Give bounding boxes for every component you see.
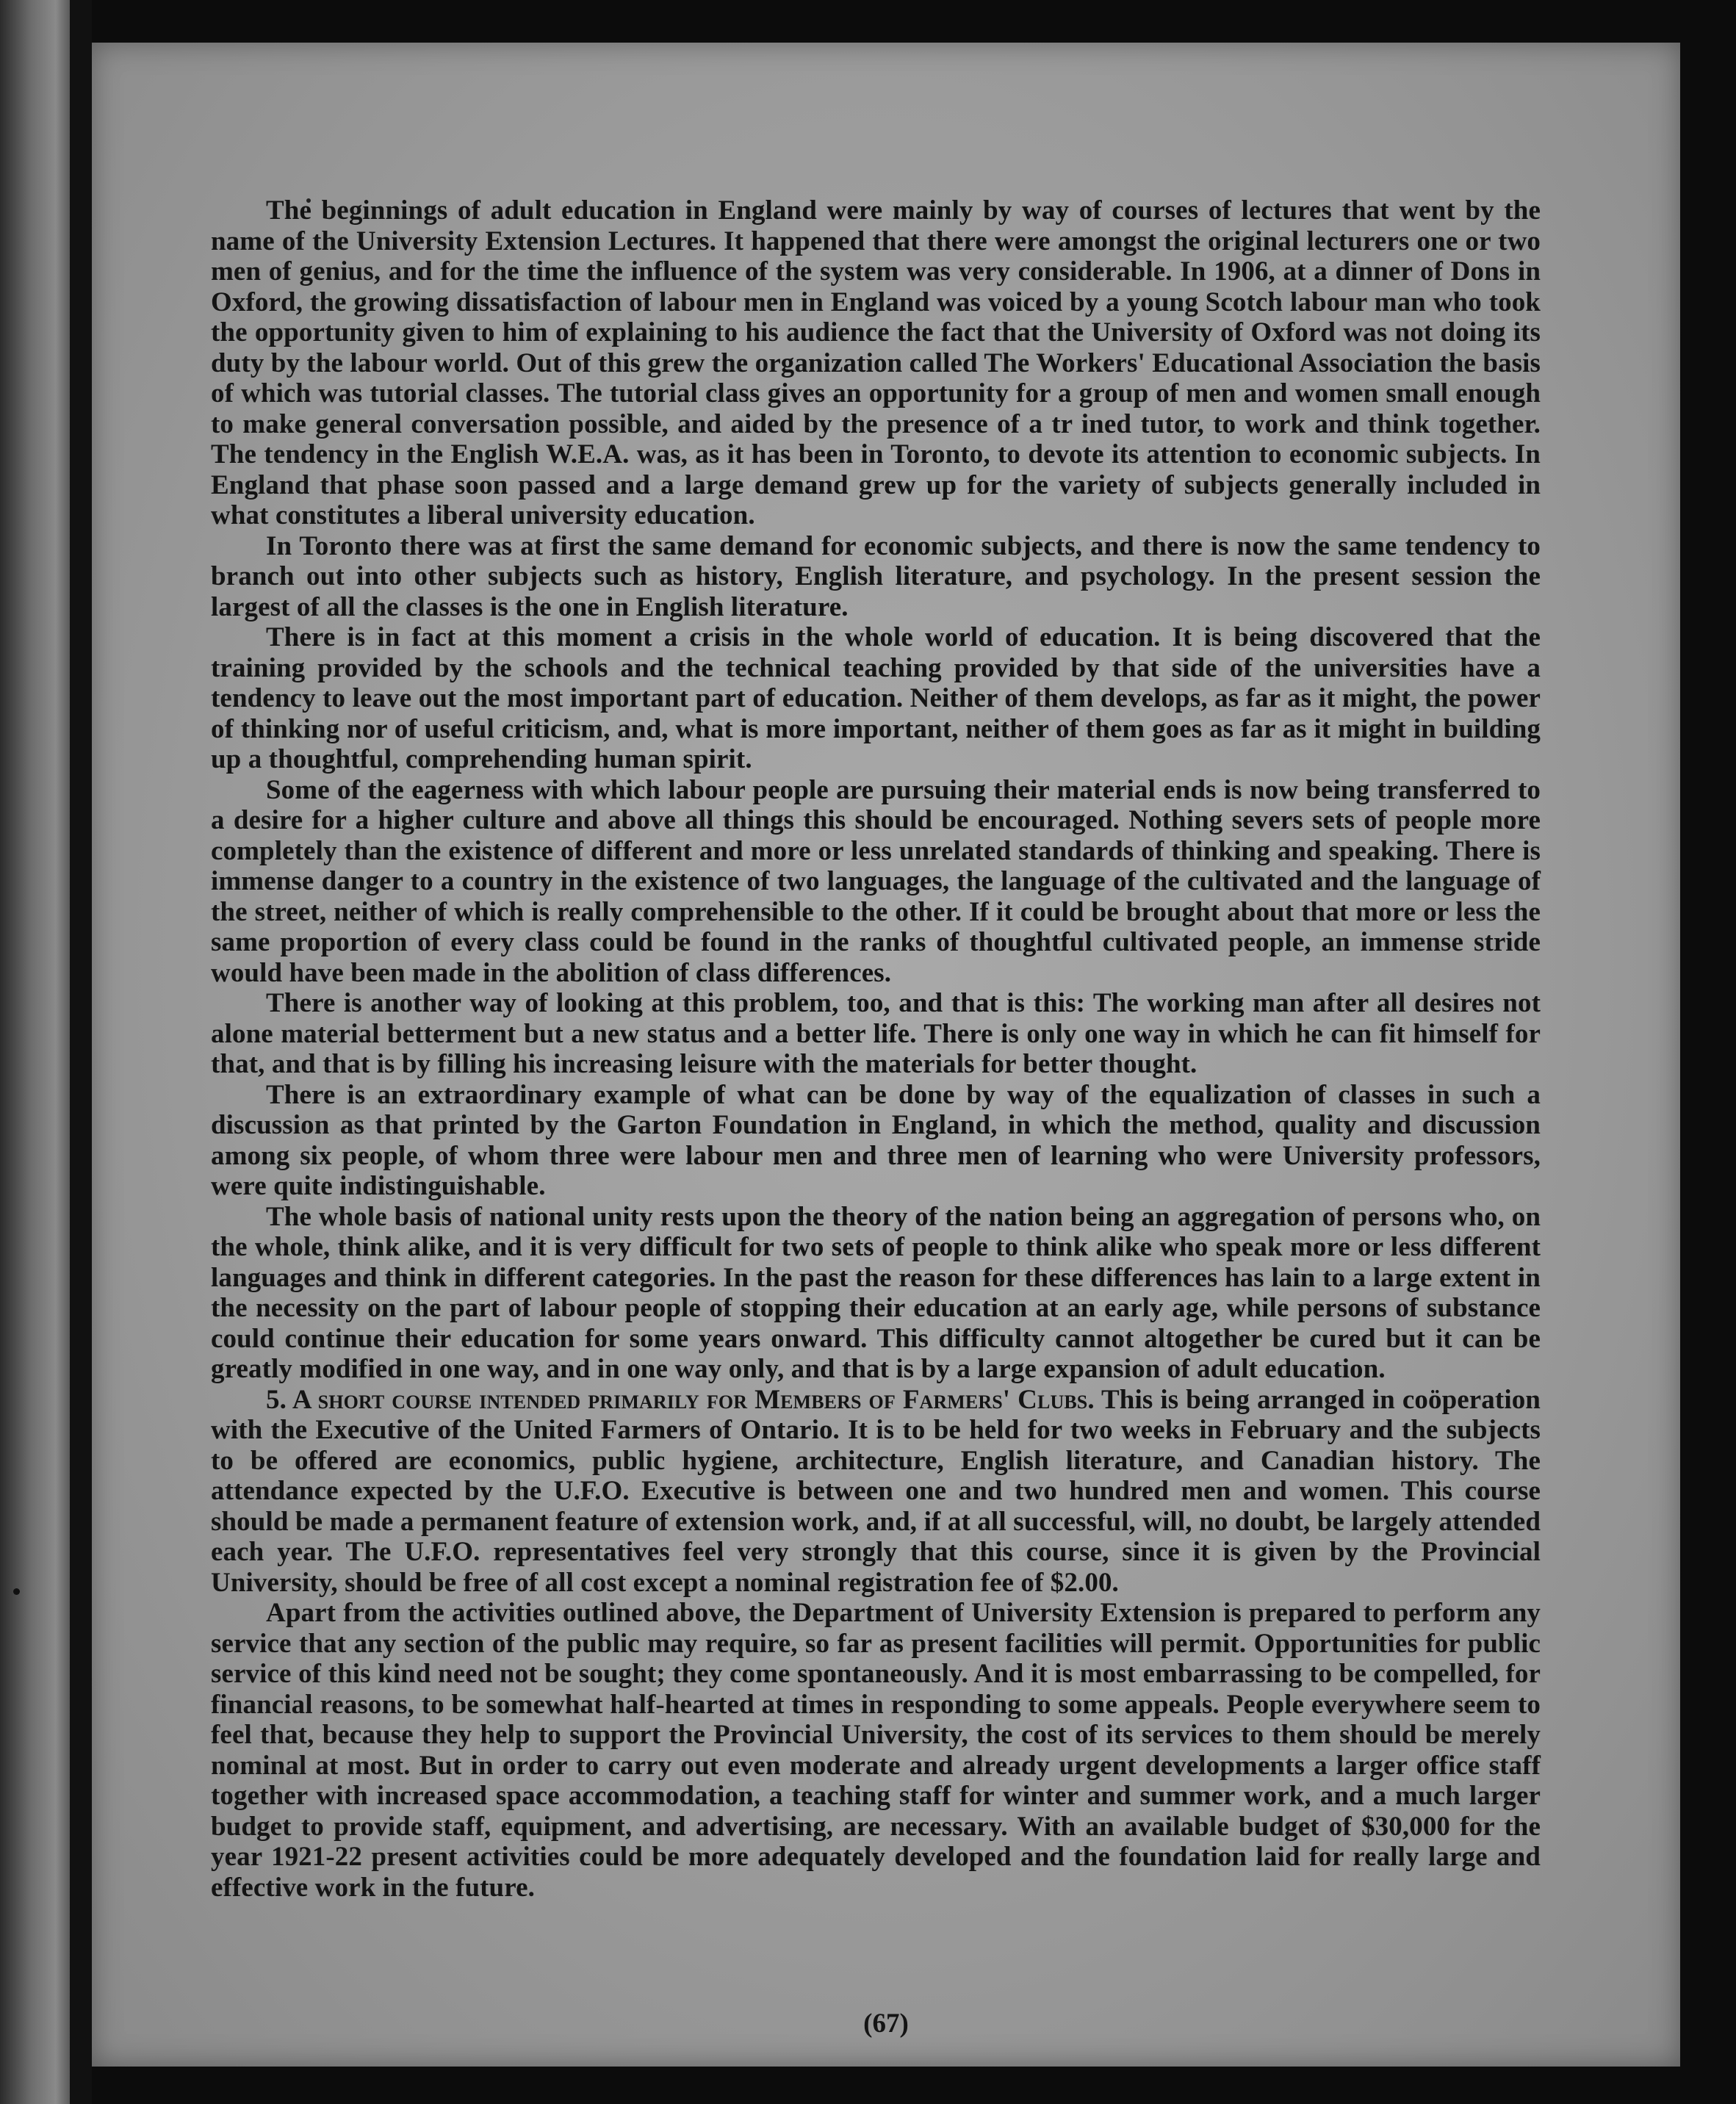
paragraph-national-unity: The whole basis of national unity rests upon the theory of the nation being an aggregation of persons who, on the whole, think alike, and it is very difficult for two sets of people to think alike who speak more or less different languages and think in different categories. In the past the reason for these differences has lain to a large extent in the necessity on the part of labour people of stopping their education at an early age, while persons of substance could continue their education for some years onward. This difficulty cannot altogether be cured but it can be greatly modified in one way, and in one way only, and that is by a large expansion of adult education. [211,1201,1541,1384]
paragraph-crisis-in-education: There is in fact at this moment a crisis in the whole world of education. It is being discovered that the training provided by the schools and the technical teaching provided by that side of the universities have a tendency to leave out the most important part of education. Neither of them develops, as far as it might, the power of thinking nor of useful criticism, and, what is more important, neither of them goes as far as it might in building up a thoughtful, comprehending human spirit. [211,622,1541,774]
scanned-page [92,43,1680,2067]
paragraph-higher-culture: Some of the eagerness with which labour people are pursuing their material ends is now being transferred to a desire for a higher culture and above all things this should be encouraged. Nothing severs sets of people more completely than the existence of different and more or less unrelated standards of thinking and speaking. There is immense danger to a country in the existence of two languages, the language of the cultivated and the language of the street, neither of which is really comprehensible to the other. If it could be brought about that more or less the same proportion of every class could be found in the ranks of thoughtful cultivated people, an immense stride would have been made in the abolition of class differences. [211,774,1541,988]
section-5-heading: 5. A short course intended primarily for Members of Farmers' Clubs. [266,1384,1095,1415]
section-5-farmers-clubs [211,1385,1541,1599]
page-body [211,195,1541,1903]
paragraph-garton-foundation: There is an extraordinary example of what can be done by way of the equalization of classes in such a discussion as that printed by the Garton Foundation in England, in which the method, quality and discussion among six people, of whom three were labour men and three men of learning who were University professors, were quite indistinguishable. [211,1079,1541,1201]
page-number: (67) [863,2008,909,2039]
paragraph-working-man-status: There is another way of looking at this problem, too, and that is this: The working man after all desires not alone material betterment but a new status and a better life. There is only one way in which he can fit himself for that, and that is by filling his increasing leisure with the materials for better thought. [211,988,1541,1079]
paragraph-adult-education-england: The beginnings of adult education in England were mainly by way of courses of lectures that went by the name of the University Extension Lectures. It happened that there were amongst the original lecturers one or two men of genius, and for the time the influence of the system was very considerable. In 1906, at a dinner of Dons in Oxford, the growing dissatisfaction of labour men in England was voiced by a young Scotch labour man who took the opportunity given to him of explaining to his audience the fact that the University of Oxford was not doing its duty by the labour world. Out of this grew the organization called The Workers' Educational Association the basis of which was tutorial classes. The tutorial class gives an opportunity for a group of men and women small enough to make general conversation possible, and aided by the presence of a tr ined tutor, to work and think together. The tendency in the English W.E.A. was, as it has been in Toronto, to devote its attention to economic subjects. In England that phase soon passed and a large demand grew up for the variety of subjects generally included in what constitutes a liberal university education. [211,195,1541,530]
paragraph-toronto-demand: In Toronto there was at first the same demand for economic subjects, and there is now the same tendency to branch out into other subjects such as history, English literature, and psychology. In the present session the largest of all the classes is the one in English literature. [211,530,1541,622]
margin-speck [13,1588,20,1595]
section-5-text: This is being arranged in coöperation with the Executive of the United Farmers of Ontario. It is to be held for two weeks in February and the subjects to be offered are economics, public hygiene, architecture, English literature, and Canadian history. The attendance expected by the U.F.O. Executive is between one and two hundred men and women. This course should be made a permanent feature of extension work, and, if at all successful, will, no doubt, be largely attended each year. The U.F.O. representatives feel very strongly that this course, since it is given by the Provincial University, should be free of all cost except a nominal registration fee of $2.00. [211,1384,1541,1598]
paragraph-department-extension: Apart from the activities outlined above, the Department of University Extension is prepared to perform any service that any section of the public may require, so far as present facilities will permit. Opportunities for public service of this kind need not be sought; they come spontaneously. And it is most embarrassing to be compelled, for financial reasons, to be somewhat half-hearted at times in responding to some appeals. People everywhere seem to feel that, because they help to support the Provincial University, the cost of its services to them should be merely nominal at most. But in order to carry out even moderate and already urgent developments a larger office staff together with increased space accommodation, a teaching staff for winter and summer work, and a much larger budget to provide staff, equipment, and advertising, are necessary. With an available budget of $30,000 for the year 1921-22 present activities could be more adequately developed and the foundation laid for really large and effective work in the future. [211,1598,1541,1903]
adjacent-page-edge [0,0,70,2104]
book-gutter [70,0,92,2104]
